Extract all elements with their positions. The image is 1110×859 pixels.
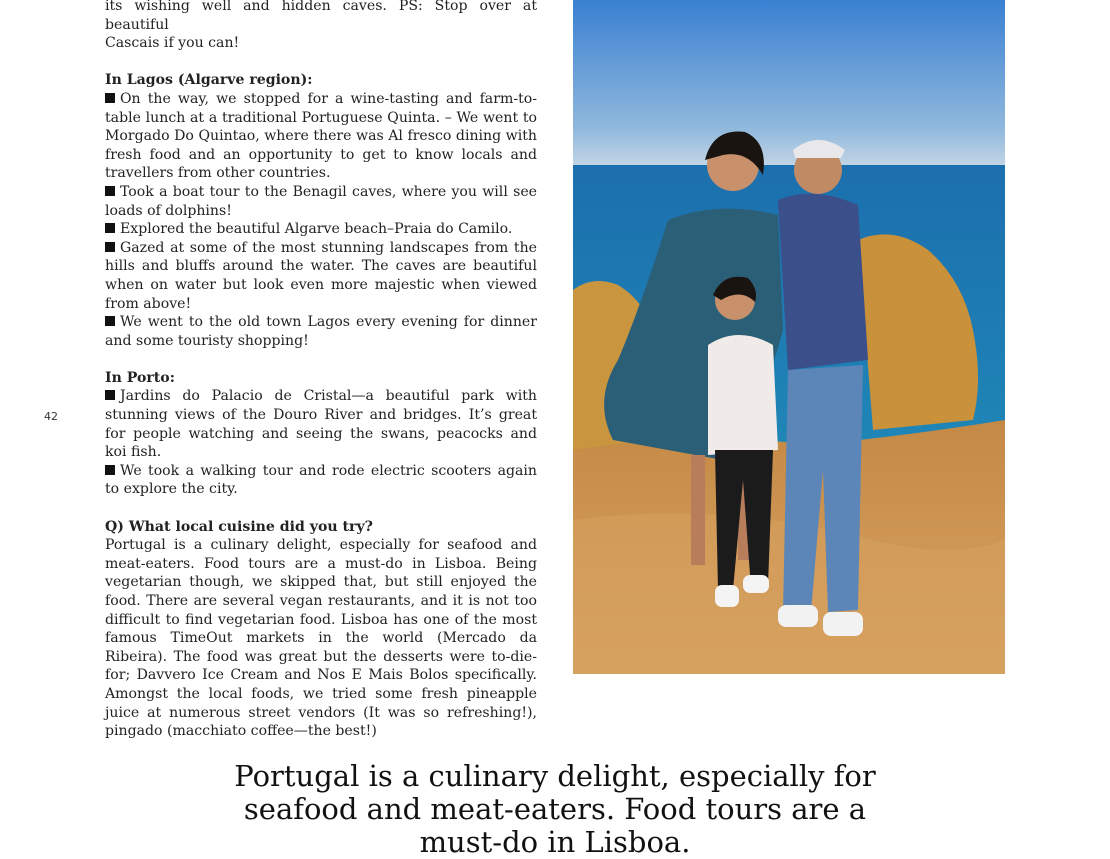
sky [573, 0, 1005, 170]
bullet-square-icon [105, 316, 115, 326]
pull-quote-line: Portugal is a culinary delight, especially for [234, 759, 876, 793]
pull-quote [200, 760, 910, 859]
porto-heading: In Porto: [105, 369, 175, 386]
bullet-item: We went to the old town Lagos every evening for dinner and some touristy shopping! [105, 314, 537, 349]
cuisine-answer: Portugal is a culinary delight, especially for seafood and meat-eaters. Food tours are a must-do in Lisboa. Being vegetarian though, we skipped that, but still enjoyed the food. There are several vegan restaurants, and it is not too difficult to find vegetarian food. Lisboa has one of the most famous TimeOut markets in the world (Mercado da Ribeira). The food was great but the desserts were to-die-for; Davvero Ice Cream and Nos E Mais Bolos specifically. Amongst the local foods, we tried some fresh pineapple juice at numerous street vendors (It was so refreshing!), pingado (macchiato coffee—the best!) [105, 537, 537, 740]
bullet-item: On the way, we stopped for a wine-tasting and farm-to-table lunch at a traditional Portuguese Quinta. – We went to Morgado Do Quintao, where there was Al fresco dining with fresh food and an opportunity to get to know locals and travellers from other countries. [105, 90, 537, 182]
family-photo [573, 0, 1005, 674]
pull-quote-line: seafood and meat-eaters. Food tours are a [243, 792, 867, 826]
intro-line: its wishing well and hidden caves. PS: Stop over at beautiful [105, 0, 537, 33]
bullet-square-icon [105, 242, 115, 252]
bullet-square-icon [105, 186, 115, 196]
bullet-item: Took a boat tour to the Benagil caves, where you will see loads of dolphins! [105, 183, 537, 219]
bullet-square-icon [105, 465, 115, 475]
article-column [105, 0, 537, 741]
bullet-square-icon [105, 223, 115, 233]
bullet-square-icon [105, 390, 115, 400]
bullet-square-icon [105, 93, 115, 103]
cuisine-question: Q) What local cuisine did you try? [105, 518, 373, 535]
page-number: 42 [44, 410, 58, 423]
bullet-item: Jardins do Palacio de Cristal—a beautiful park with stunning views of the Douro River and bridges. It’s great for people watching and seeing the swans, peacocks and koi fish. [105, 388, 537, 461]
pull-quote-line: must-do in Lisboa. [419, 825, 691, 859]
bullet-item: Gazed at some of the most stunning landscapes from the hills and bluffs around the water. The caves are beautiful when on water but look even more majestic when viewed from above! [105, 239, 537, 312]
bullet-item: Explored the beautiful Algarve beach–Praia do Camilo. [105, 220, 537, 239]
bullet-item: We took a walking tour and rode electric scooters again to explore the city. [105, 462, 537, 498]
intro-line: Cascais if you can! [105, 35, 240, 52]
lagos-heading: In Lagos (Algarve region): [105, 72, 313, 89]
